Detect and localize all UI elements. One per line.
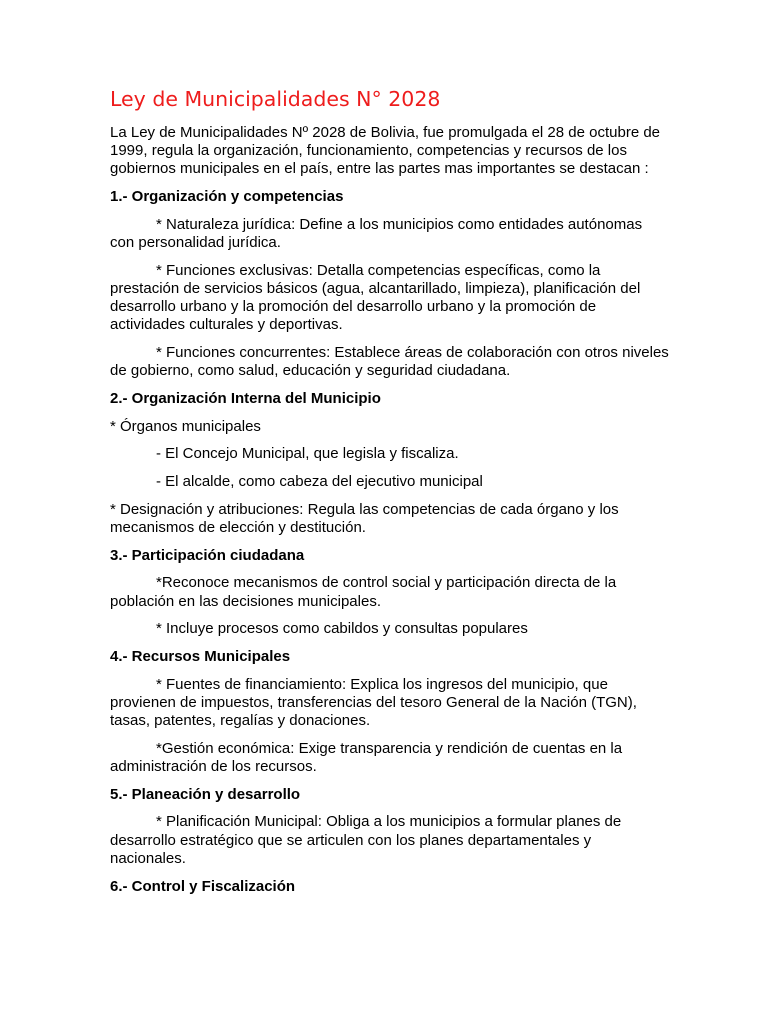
paragraph-funciones-concurrentes: * Funciones concurrentes: Establece áreas de colaboración con otros niveles de gobierno, como salud, educación y seguridad ciudadana. [110,344,669,380]
paragraph-organos-municipales: * Órganos municipales [110,417,261,435]
list-item-concejo-municipal: - El Concejo Municipal, que legisla y fiscaliza. [156,445,459,463]
section-heading-organizacion-competencias: 1.- Organización y competencias [110,188,344,206]
paragraph-planificacion-municipal: * Planificación Municipal: Obliga a los municipios a formular planes de desarrollo estratégico que se articulen con los planes departamentales y nacionales. [110,813,622,867]
document-page [110,86,670,905]
section-heading-recursos-municipales: 4.- Recursos Municipales [110,647,291,665]
paragraph-gestion-economica: *Gestión económica: Exige transparencia y rendición de cuentas en la administración de los recursos. [110,739,623,775]
document-title: Ley de Municipalidades N° 2028 [110,87,441,111]
paragraph-naturaleza-juridica: * Naturaleza jurídica: Define a los municipios como entidades autónomas con personalidad jurídica. [110,215,643,252]
section-heading-organizacion-interna: 2.- Organización Interna del Municipio [110,389,381,407]
section-heading-control-fiscalizacion: 6.- Control y Fiscalización [110,877,296,895]
section-heading-participacion-ciudadana: 3.- Participación ciudadana [110,546,305,564]
paragraph-control-social: *Reconoce mecanismos de control social y participación directa de la población en las decisiones municipales. [110,574,617,610]
intro-paragraph: La Ley de Municipalidades Nº 2028 de Bolivia, fue promulgada el 28 de octubre de 1999, regula la organización, funcionamiento, competencias y recursos de los gobiernos municipales en el país, entre las partes mas importantes se destacan : [110,124,661,178]
paragraph-designacion-atribuciones: * Designación y atribuciones: Regula las competencias de cada órgano y los mecanismos de elección y destitución. [110,500,619,536]
paragraph-cabildos-consultas: * Incluye procesos como cabildos y consultas populares [156,620,528,638]
section-heading-planeacion-desarrollo: 5.- Planeación y desarrollo [110,785,301,803]
paragraph-fuentes-financiamiento: * Fuentes de financiamiento: Explica los ingresos del municipio, que provienen de impuestos, transferencias del tesoro General de la Nación (TGN), tasas, patentes, regalías y donaciones. [110,675,637,730]
paragraph-funciones-exclusivas: * Funciones exclusivas: Detalla competencias específicas, como la prestación de servicios básicos (agua, alcantarillado, limpieza), planificación del desarrollo urbano y la promoción del desarrollo urbano y la promoción de actividades culturales y deportivas. [110,261,641,334]
list-item-alcalde: - El alcalde, como cabeza del ejecutivo municipal [156,473,483,491]
